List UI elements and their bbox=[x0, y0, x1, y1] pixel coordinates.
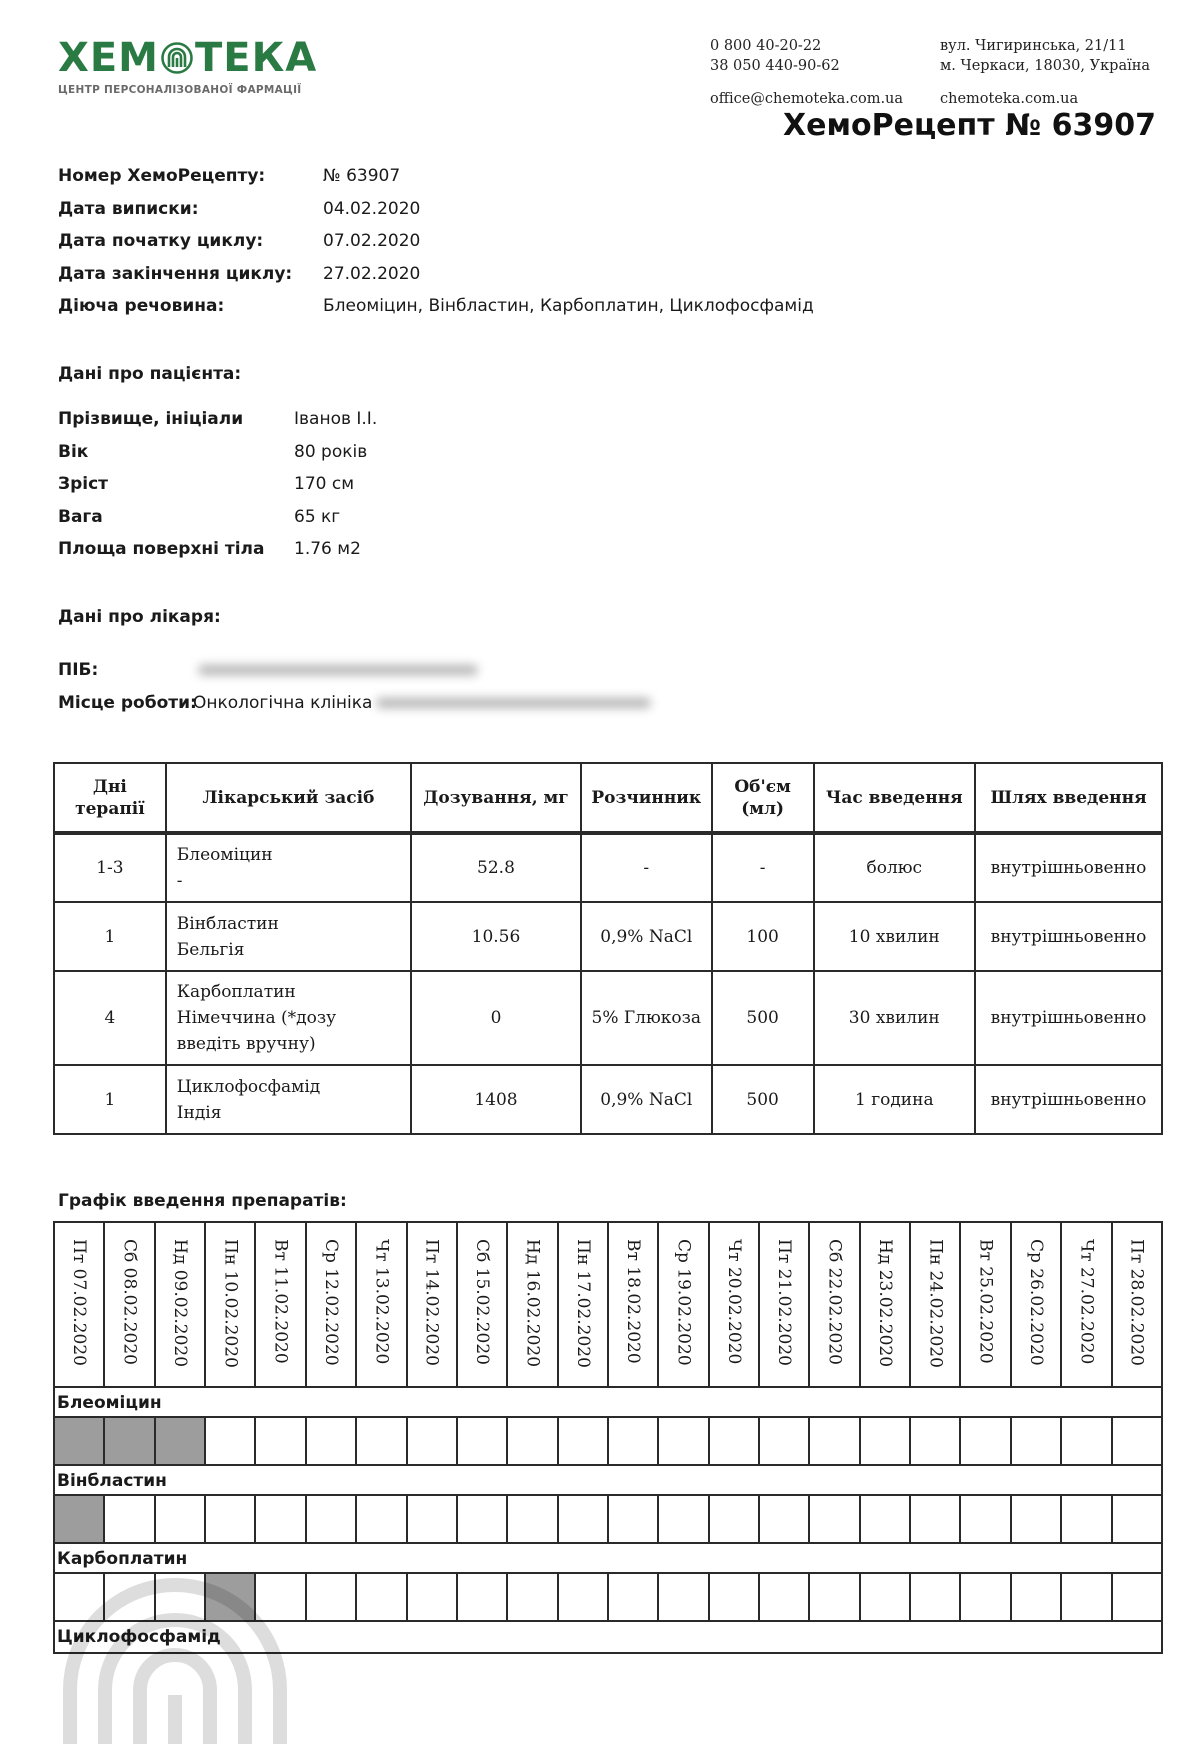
cell-volume: 100 bbox=[712, 902, 814, 971]
schedule-cell bbox=[1060, 1418, 1110, 1464]
patient-row bbox=[58, 403, 377, 436]
cell-drug bbox=[166, 902, 411, 971]
schedule-cell bbox=[204, 1496, 254, 1542]
schedule-cell bbox=[557, 1418, 607, 1464]
schedule-cell bbox=[657, 1496, 707, 1542]
prescription-info bbox=[58, 160, 814, 323]
cell-solvent: - bbox=[581, 833, 712, 902]
patient-label: Зріст bbox=[58, 474, 109, 494]
schedule-date bbox=[1010, 1223, 1060, 1386]
column-header: Час введення bbox=[814, 763, 976, 833]
schedule-cell bbox=[305, 1496, 355, 1542]
schedule-cells-row bbox=[55, 1496, 1161, 1544]
info-row bbox=[58, 290, 814, 323]
column-header: Об'єм (мл) bbox=[712, 763, 814, 833]
column-header: Розчинник bbox=[581, 763, 712, 833]
schedule-date bbox=[55, 1223, 103, 1386]
cell-time: 30 хвилин bbox=[814, 971, 976, 1065]
schedule-cell bbox=[254, 1496, 304, 1542]
schedule-cell bbox=[859, 1496, 909, 1542]
schedule-date bbox=[406, 1223, 456, 1386]
schedule-cell bbox=[758, 1496, 808, 1542]
schedule-cell bbox=[506, 1418, 556, 1464]
cell-solvent: 0,9% NaCl bbox=[581, 902, 712, 971]
schedule-date bbox=[1060, 1223, 1110, 1386]
schedule-date-label: Ср 26.02.2020 bbox=[1026, 1239, 1046, 1366]
schedule-cell bbox=[55, 1574, 103, 1620]
schedule-cell bbox=[758, 1574, 808, 1620]
table-row bbox=[54, 971, 1162, 1065]
schedule-cell bbox=[1060, 1574, 1110, 1620]
schedule-cell bbox=[959, 1496, 1009, 1542]
schedule-cell bbox=[406, 1496, 456, 1542]
schedule-date bbox=[607, 1223, 657, 1386]
table-row bbox=[54, 833, 1162, 902]
drug-name: Циклофосфамід bbox=[176, 1076, 321, 1097]
doctor-name-redacted bbox=[223, 654, 478, 687]
schedule-date bbox=[254, 1223, 304, 1386]
patient-value: 170 см bbox=[294, 474, 355, 494]
schedule-date-label: Пт 28.02.2020 bbox=[1126, 1239, 1147, 1366]
schedule-cell bbox=[557, 1574, 607, 1620]
schedule-cell bbox=[657, 1574, 707, 1620]
cell-volume: 500 bbox=[712, 971, 814, 1065]
logo-part-1: ХЕМ bbox=[58, 35, 159, 81]
contact-phones bbox=[710, 36, 840, 76]
schedule-cell-active bbox=[204, 1574, 254, 1620]
schedule-date-label: Нд 23.02.2020 bbox=[874, 1239, 895, 1368]
cell-volume: 500 bbox=[712, 1065, 814, 1134]
info-value: 27.02.2020 bbox=[323, 263, 421, 284]
schedule-cell-active bbox=[103, 1418, 153, 1464]
schedule-date-label: Чт 20.02.2020 bbox=[723, 1239, 744, 1365]
schedule-date-label: Сб 08.02.2020 bbox=[119, 1239, 140, 1365]
schedule-date-label: Пн 24.02.2020 bbox=[925, 1239, 946, 1368]
info-row bbox=[58, 160, 814, 193]
schedule-cell bbox=[1111, 1418, 1161, 1464]
schedule-cell bbox=[859, 1418, 909, 1464]
schedule-cell bbox=[1111, 1574, 1161, 1620]
schedule-cell bbox=[557, 1496, 607, 1542]
info-value: Блеоміцин, Вінбластин, Карбоплатин, Циклофосфамід bbox=[323, 296, 814, 316]
cell-dose: 1408 bbox=[411, 1065, 581, 1134]
schedule-cell bbox=[204, 1418, 254, 1464]
schedule-date-label: Пт 21.02.2020 bbox=[774, 1239, 795, 1366]
doctor-row bbox=[58, 654, 651, 687]
doctor-workplace-value bbox=[193, 687, 651, 720]
cell-drug bbox=[166, 1065, 411, 1134]
drugs-table bbox=[53, 762, 1163, 1135]
schedule-cells-row bbox=[55, 1574, 1161, 1622]
schedule-drug-label: Циклофосфамід bbox=[57, 1627, 221, 1647]
redaction-blur bbox=[376, 698, 651, 708]
patient-label: Вік bbox=[58, 441, 89, 462]
schedule-date-label: Нд 16.02.2020 bbox=[522, 1239, 543, 1368]
contact-website[interactable]: chemoteka.com.ua bbox=[940, 91, 1079, 107]
schedule-cell bbox=[909, 1418, 959, 1464]
schedule-date-label: Ср 12.02.2020 bbox=[320, 1239, 341, 1366]
doctor-heading: Дані про лікаря: bbox=[58, 607, 221, 627]
patient-row bbox=[58, 533, 377, 566]
phone-1: 0 800 40-20-22 bbox=[710, 38, 822, 54]
column-header: Шлях введення bbox=[975, 763, 1162, 833]
schedule-cell bbox=[657, 1418, 707, 1464]
schedule-cell bbox=[909, 1496, 959, 1542]
cell-solvent: 0,9% NaCl bbox=[581, 1065, 712, 1134]
info-value: № 63907 bbox=[323, 166, 401, 186]
table-row bbox=[54, 902, 1162, 971]
schedule-cell bbox=[355, 1418, 405, 1464]
schedule-date bbox=[557, 1223, 607, 1386]
schedule-date bbox=[959, 1223, 1009, 1386]
schedule-drug-label: Вінбластин bbox=[55, 1466, 1161, 1496]
schedule-cell bbox=[808, 1496, 858, 1542]
column-header: Дні терапії bbox=[54, 763, 166, 833]
schedule-cell bbox=[154, 1496, 204, 1542]
patient-row bbox=[58, 436, 377, 469]
drug-name: Блеоміцин bbox=[176, 845, 273, 865]
cell-drug bbox=[166, 971, 411, 1065]
drug-origin: Німеччина (*дозу введіть вручну) bbox=[176, 1008, 337, 1054]
cell-time: 10 хвилин bbox=[814, 902, 976, 971]
info-row bbox=[58, 193, 814, 226]
schedule-date-label: Вт 11.02.2020 bbox=[270, 1239, 291, 1364]
drug-name: Вінбластин bbox=[176, 913, 279, 934]
patient-value: Іванов І.І. bbox=[294, 409, 378, 429]
schedule-cell bbox=[808, 1574, 858, 1620]
doctor-info bbox=[58, 654, 651, 719]
cell-route: внутрішньовенно bbox=[975, 833, 1162, 902]
logo-subtitle: ЦЕНТР ПЕРСОНАЛІЗОВАНОЇ ФАРМАЦІЇ bbox=[58, 84, 302, 96]
table-header-row bbox=[54, 763, 1162, 833]
schedule-cell bbox=[254, 1574, 304, 1620]
schedule-date-label: Нд 09.02.2020 bbox=[169, 1239, 190, 1368]
cell-route: внутрішньовенно bbox=[975, 902, 1162, 971]
schedule-date bbox=[758, 1223, 808, 1386]
patient-label: Вага bbox=[58, 506, 103, 527]
schedule-cell bbox=[355, 1574, 405, 1620]
schedule-date-label: Ср 19.02.2020 bbox=[673, 1239, 694, 1366]
info-label: Діюча речовина: bbox=[58, 296, 225, 316]
schedule-date-label: Вт 18.02.2020 bbox=[623, 1239, 644, 1364]
schedule-cell bbox=[1010, 1496, 1060, 1542]
address-line-2: м. Черкаси, 18030, Україна bbox=[940, 58, 1151, 74]
schedule-drug-label: Блеоміцин bbox=[55, 1388, 1161, 1418]
patient-row bbox=[58, 468, 377, 501]
schedule-date bbox=[1111, 1223, 1161, 1386]
schedule-date bbox=[909, 1223, 959, 1386]
cell-drug bbox=[166, 833, 411, 902]
schedule-cell bbox=[607, 1496, 657, 1542]
cell-route: внутрішньовенно bbox=[975, 971, 1162, 1065]
cell-days: 1 bbox=[54, 1065, 166, 1134]
schedule-date bbox=[355, 1223, 405, 1386]
info-row bbox=[58, 225, 814, 258]
patient-label: Прізвище, ініціали bbox=[58, 409, 244, 429]
schedule-dates-row bbox=[55, 1223, 1161, 1388]
schedule-date-label: Сб 22.02.2020 bbox=[824, 1239, 845, 1365]
schedule-cell bbox=[406, 1574, 456, 1620]
doctor-workplace-label: Місце роботи: bbox=[58, 692, 197, 713]
schedule-cell bbox=[456, 1496, 506, 1542]
schedule-date bbox=[456, 1223, 506, 1386]
schedule-cell-active bbox=[55, 1418, 103, 1464]
schedule-cell bbox=[103, 1574, 153, 1620]
document-title: ХемоРецепт № 63907 bbox=[783, 108, 1156, 143]
schedule-cell bbox=[305, 1418, 355, 1464]
drug-origin: Індія bbox=[176, 1102, 222, 1123]
info-row bbox=[58, 258, 814, 291]
schedule-date bbox=[859, 1223, 909, 1386]
patient-value: 65 кг bbox=[294, 506, 341, 527]
schedule-cell bbox=[959, 1574, 1009, 1620]
schedule-date-label: Пт 07.02.2020 bbox=[69, 1239, 90, 1366]
doctor-name-label: ПІБ: bbox=[58, 660, 99, 680]
schedule-cell bbox=[355, 1496, 405, 1542]
schedule-date-label: Вт 25.02.2020 bbox=[975, 1239, 996, 1364]
patient-value: 1.76 м2 bbox=[294, 539, 361, 559]
schedule-cell bbox=[708, 1418, 758, 1464]
schedule-cell bbox=[406, 1418, 456, 1464]
schedule-cell bbox=[154, 1574, 204, 1620]
logo-wordmark bbox=[58, 36, 318, 80]
cell-volume: - bbox=[712, 833, 814, 902]
schedule-drug-label: Карбоплатин bbox=[55, 1544, 1161, 1574]
schedule-date bbox=[808, 1223, 858, 1386]
schedule-cell bbox=[959, 1418, 1009, 1464]
schedule-date-label: Чт 13.02.2020 bbox=[371, 1239, 392, 1365]
info-value: 07.02.2020 bbox=[323, 231, 421, 251]
schedule-date-label: Пн 17.02.2020 bbox=[572, 1239, 593, 1368]
schedule-cell-active bbox=[154, 1418, 204, 1464]
fingerprint-icon bbox=[160, 41, 194, 75]
schedule-date bbox=[305, 1223, 355, 1386]
column-header: Дозування, мг bbox=[411, 763, 581, 833]
schedule-date bbox=[708, 1223, 758, 1386]
administration-schedule bbox=[53, 1221, 1163, 1654]
cell-route: внутрішньовенно bbox=[975, 1065, 1162, 1134]
schedule-cell bbox=[708, 1496, 758, 1542]
schedule-cell bbox=[456, 1418, 506, 1464]
schedule-cell bbox=[1111, 1496, 1161, 1542]
address-line-1: вул. Чигиринська, 21/11 bbox=[940, 38, 1127, 54]
schedule-date bbox=[204, 1223, 254, 1386]
cell-dose: 52.8 bbox=[411, 833, 581, 902]
cell-solvent: 5% Глюкоза bbox=[581, 971, 712, 1065]
cell-dose: 0 bbox=[411, 971, 581, 1065]
drug-name: Карбоплатин bbox=[176, 982, 296, 1002]
schedule-date bbox=[154, 1223, 204, 1386]
patient-row bbox=[58, 501, 377, 534]
patient-info bbox=[58, 403, 377, 566]
schedule-cell bbox=[254, 1418, 304, 1464]
info-label: Дата закінчення циклу: bbox=[58, 263, 293, 284]
drug-origin: Бельгія bbox=[176, 939, 245, 960]
schedule-date bbox=[657, 1223, 707, 1386]
schedule-cell bbox=[607, 1418, 657, 1464]
schedule-cell bbox=[708, 1574, 758, 1620]
info-label: Номер ХемоРецепту: bbox=[58, 166, 266, 186]
schedule-cell bbox=[808, 1418, 858, 1464]
cell-time: болюс bbox=[814, 833, 976, 902]
patient-value: 80 років bbox=[294, 441, 368, 462]
schedule-cell bbox=[607, 1574, 657, 1620]
drug-origin: - bbox=[176, 871, 183, 891]
schedule-cell bbox=[1060, 1496, 1110, 1542]
schedule-date bbox=[506, 1223, 556, 1386]
info-label: Дата початку циклу: bbox=[58, 231, 264, 251]
phone-2: 38 050 440-90-62 bbox=[710, 58, 840, 74]
doctor-row bbox=[58, 687, 651, 720]
schedule-cell bbox=[506, 1496, 556, 1542]
cell-days: 1 bbox=[54, 902, 166, 971]
cell-days: 4 bbox=[54, 971, 166, 1065]
company-logo bbox=[58, 36, 318, 96]
schedule-date-label: Чт 27.02.2020 bbox=[1076, 1239, 1097, 1365]
schedule-title: Графік введення препаратів: bbox=[58, 1191, 347, 1211]
patient-label: Площа поверхні тіла bbox=[58, 539, 265, 559]
table-row bbox=[54, 1065, 1162, 1134]
cell-days: 1-3 bbox=[54, 833, 166, 902]
schedule-date-label: Пт 14.02.2020 bbox=[421, 1239, 442, 1366]
patient-heading: Дані про пацієнта: bbox=[58, 364, 242, 384]
schedule-cell bbox=[506, 1574, 556, 1620]
schedule-cell bbox=[1010, 1574, 1060, 1620]
redaction-blur bbox=[198, 665, 478, 675]
cell-time: 1 година bbox=[814, 1065, 976, 1134]
schedule-date bbox=[103, 1223, 153, 1386]
schedule-cell bbox=[103, 1496, 153, 1542]
column-header: Лікарський засіб bbox=[166, 763, 411, 833]
workplace-text: Онкологічна клініка bbox=[193, 692, 373, 713]
schedule-cell bbox=[758, 1418, 808, 1464]
schedule-cell bbox=[456, 1574, 506, 1620]
info-label: Дата виписки: bbox=[58, 198, 199, 219]
schedule-cell bbox=[859, 1574, 909, 1620]
schedule-cell-active bbox=[55, 1496, 103, 1542]
cell-dose: 10.56 bbox=[411, 902, 581, 971]
info-value: 04.02.2020 bbox=[323, 198, 421, 219]
contact-email[interactable]: office@chemoteka.com.ua bbox=[710, 91, 904, 107]
schedule-date-label: Сб 15.02.2020 bbox=[472, 1239, 493, 1365]
schedule-date-label: Пн 10.02.2020 bbox=[220, 1239, 241, 1368]
logo-part-2: ТЕКА bbox=[194, 35, 318, 81]
schedule-cell bbox=[909, 1574, 959, 1620]
schedule-cells-row bbox=[55, 1418, 1161, 1466]
contact-address bbox=[940, 36, 1150, 76]
schedule-cell bbox=[305, 1574, 355, 1620]
schedule-cell bbox=[1010, 1418, 1060, 1464]
